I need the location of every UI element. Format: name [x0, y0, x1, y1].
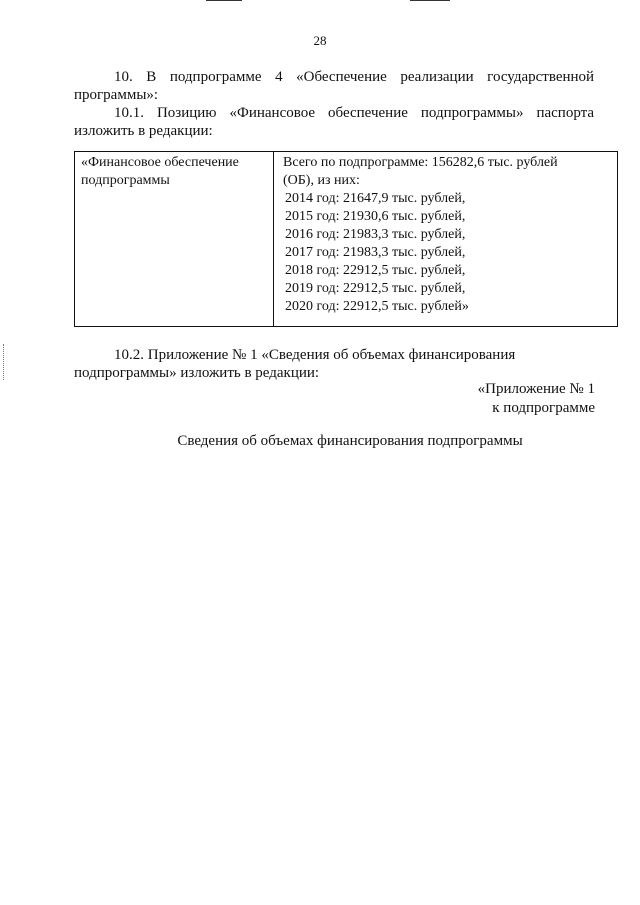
appendix-line: «Приложение № 1	[477, 381, 595, 397]
word: «Финансовое	[229, 105, 316, 121]
word: 4	[275, 69, 283, 85]
top-rule-right	[410, 0, 450, 1]
section-10-heading-cont: программы»:	[74, 87, 159, 103]
table-year-row: 2019 год: 22912,5 тыс. рублей,	[285, 281, 466, 296]
table-year-row: 2014 год: 21647,9 тыс. рублей,	[285, 191, 466, 206]
table-year-row: 2016 год: 21983,3 тыс. рублей,	[285, 227, 466, 242]
word: обеспечение	[328, 105, 408, 121]
table-label-cell	[81, 154, 269, 190]
table-year-row: 2017 год: 21983,3 тыс. рублей,	[285, 245, 466, 260]
section-10-heading	[114, 68, 594, 86]
table-value-cell	[283, 154, 613, 316]
table-label-line: подпрограммы	[81, 173, 170, 188]
section-10-2-heading-cont: подпрограммы» изложить в редакции:	[74, 365, 320, 381]
appendix-line: к подпрограмме	[492, 400, 595, 416]
section-10-1-heading-cont: изложить в редакции:	[74, 123, 213, 139]
table-year-row: 2020 год: 22912,5 тыс. рублей»	[285, 299, 469, 314]
word: подпрограмме	[169, 69, 262, 85]
table-total-line: Всего по подпрограмме: 156282,6 тыс. рублей	[283, 155, 558, 170]
section-10-2-heading: 10.2. Приложение № 1 «Сведения об объемах финансирования	[114, 347, 516, 363]
word: 10.	[114, 69, 133, 85]
word: реализации	[400, 69, 474, 85]
appendix-reference	[295, 380, 595, 418]
word: В	[146, 69, 157, 85]
table-divider	[273, 152, 274, 326]
margin-marks	[3, 344, 6, 380]
word: подпрограммы»	[420, 105, 524, 121]
top-rule-left	[206, 0, 242, 1]
table-year-row: 2018 год: 22912,5 тыс. рублей,	[285, 263, 466, 278]
table-total-line: (ОБ), из них:	[283, 173, 360, 188]
section-10-1-heading	[114, 104, 594, 122]
word: государственной	[487, 69, 595, 85]
page-number: 28	[313, 33, 327, 48]
word: 10.1.	[114, 105, 144, 121]
section-title: Сведения об объемах финансирования подпрограммы	[177, 433, 523, 449]
financing-table	[74, 151, 618, 327]
word: Позицию	[156, 105, 217, 121]
word: паспорта	[536, 105, 595, 121]
table-label-line: «Финансовое обеспечение	[81, 155, 239, 170]
table-year-row: 2015 год: 21930,6 тыс. рублей,	[285, 209, 466, 224]
word: «Обеспечение	[296, 69, 387, 85]
